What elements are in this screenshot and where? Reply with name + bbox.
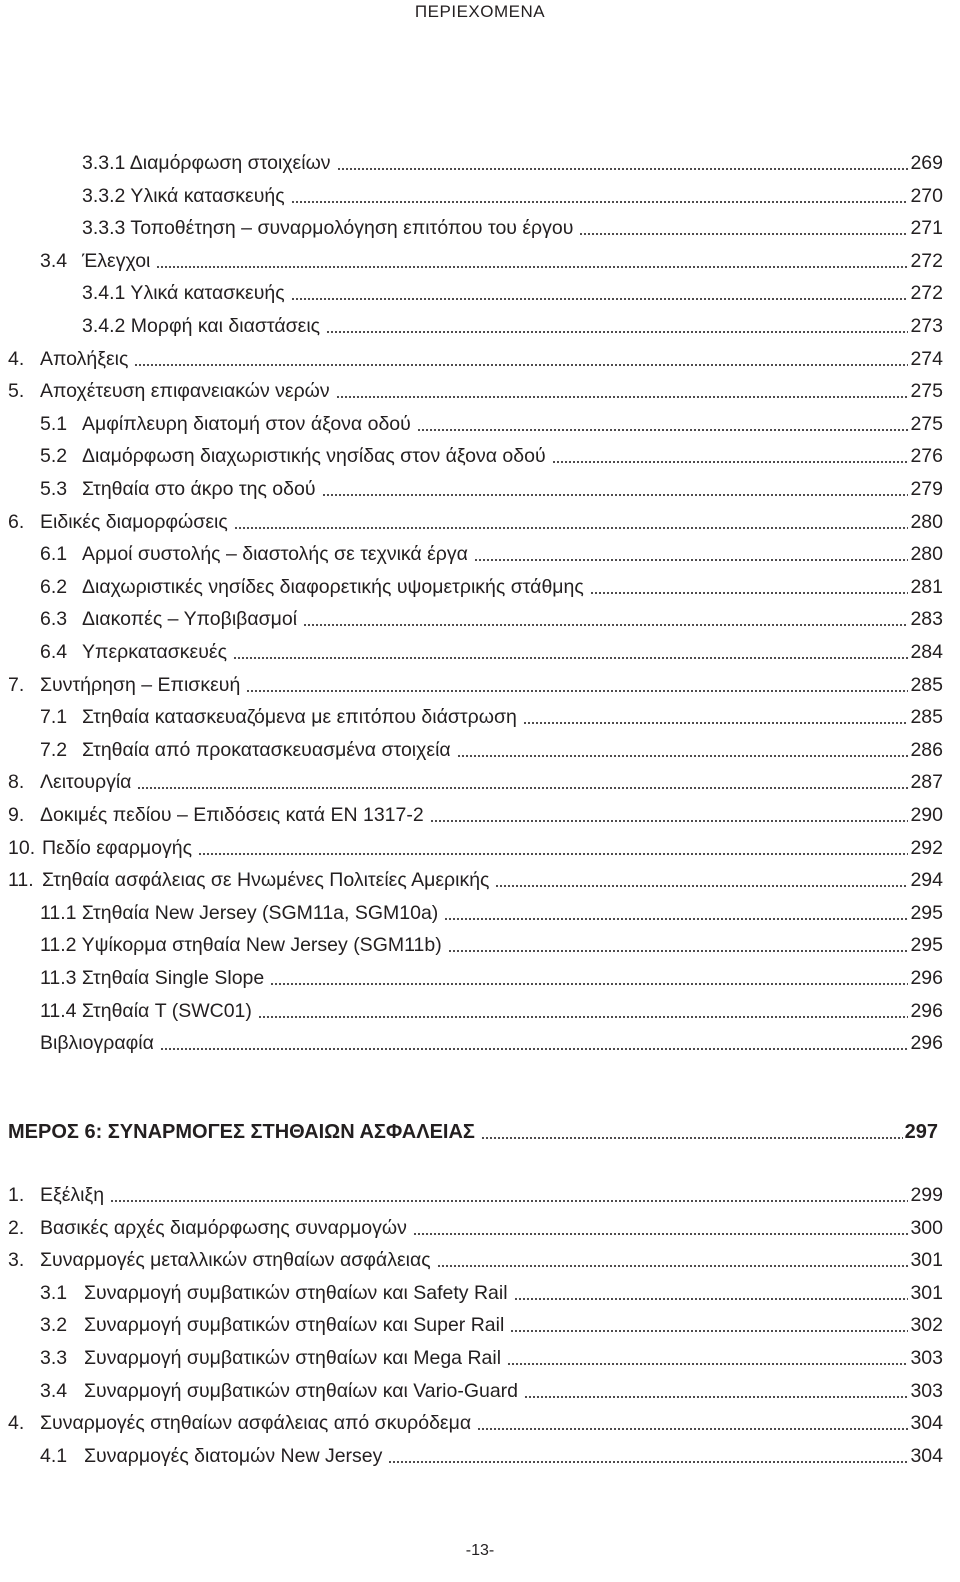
toc-entry-title: 11.4 Στηθαία T (SWC01) (40, 999, 252, 1022)
dot-leader (430, 820, 909, 822)
toc-entry[interactable] (40, 964, 943, 992)
toc-entry-number: 5.2 (40, 445, 68, 468)
toc-entry-number: 6.3 (40, 608, 68, 631)
toc-entry-page: 275 (910, 412, 943, 435)
toc-entry-title: Υπερκατασκευές (82, 641, 227, 663)
dot-leader (523, 722, 909, 724)
dot-leader (388, 1461, 908, 1463)
toc-entry[interactable] (40, 410, 943, 438)
dot-leader (326, 331, 908, 333)
dot-leader (474, 559, 909, 561)
toc-entry-title: 11.2 Υψίκορμα στηθαία New Jersey (SGM11b) (40, 934, 442, 957)
toc-entry-title: Αμφίπλευρη διατομή στον άξονα οδού (82, 412, 411, 435)
dot-leader (514, 1298, 909, 1300)
toc-entry[interactable] (8, 1181, 943, 1209)
toc-entry-page: 276 (910, 445, 943, 468)
toc-entry-page: 272 (910, 282, 943, 305)
dot-leader (477, 1428, 908, 1430)
toc-entry[interactable] (8, 508, 943, 536)
toc-entry-page: 269 (910, 152, 943, 174)
toc-entry-title: Διακοπές – Υποβιβασμοί (82, 608, 298, 631)
toc-entry[interactable] (40, 1442, 943, 1470)
page-header: ΠΕΡΙΕΧΟΜΕΝΑ (414, 2, 546, 21)
toc-entry-title: Αρμοί συστολής – διαστολής σε τεχνικά έργα (82, 543, 468, 566)
toc-entry-page: 271 (910, 217, 943, 240)
dot-leader (507, 1363, 908, 1365)
toc-entry-title: 11.3 Στηθαία Single Slope (40, 967, 265, 989)
toc-entry-page: 281 (910, 575, 943, 598)
toc-entry-title: Συναρμογή συμβατικών στηθαίων και Safety Rail (84, 1281, 508, 1304)
toc-entry[interactable] (8, 345, 943, 373)
toc-entry-number: 3.2 (40, 1314, 68, 1337)
toc-entry-page: 304 (910, 1412, 943, 1435)
toc-entry-page: 280 (910, 510, 943, 533)
toc-entry-number: 1. (8, 1184, 25, 1206)
toc-entry-title: 3.3.2 Υλικά κατασκευής (82, 184, 285, 207)
toc-entry[interactable] (40, 997, 943, 1025)
toc-entry[interactable] (40, 442, 943, 470)
toc-entry[interactable] (40, 540, 943, 568)
dot-leader (258, 1016, 909, 1018)
toc-entry[interactable] (82, 182, 943, 210)
toc-entry[interactable] (40, 1311, 943, 1339)
toc-entry-page: 292 (910, 836, 943, 859)
toc-entry-title: Ειδικές διαμορφώσεις (40, 510, 228, 533)
toc-entry-page: 295 (910, 901, 943, 924)
toc-entry-number: 10. (8, 836, 36, 859)
dot-leader (322, 494, 909, 496)
toc-entry[interactable] (82, 214, 943, 242)
toc-entry[interactable] (8, 866, 943, 894)
dot-leader (417, 429, 909, 431)
toc-entry[interactable] (8, 1246, 943, 1274)
toc-entry-title: Βασικές αρχές διαμόρφωσης συναρμογών (40, 1216, 407, 1239)
toc-entry-title: 11.1 Στηθαία New Jersey (SGM11a, SGM10a) (40, 901, 439, 924)
toc-entry-page: 303 (910, 1379, 943, 1402)
toc-entry-title: Έλεγχοι (82, 249, 151, 272)
toc-entry-page: 296 (910, 1032, 943, 1055)
toc-entry-number: 4. (8, 347, 25, 370)
toc-entry-number: 3.1 (40, 1281, 68, 1304)
toc-entry-page: 296 (910, 999, 943, 1022)
toc-entry-title: Εξέλιξη (40, 1184, 105, 1206)
toc-entry[interactable] (40, 475, 943, 503)
dot-leader (481, 1137, 903, 1139)
toc-entry[interactable] (40, 736, 943, 764)
part-heading[interactable] (8, 1118, 938, 1146)
toc-entry-title: Στηθαία ασφάλειας σε Ηνωμένες Πολιτείες Αμερικής (42, 869, 490, 892)
toc-entry-page: 304 (910, 1444, 943, 1467)
toc-entry-title: Συναρμογές διατομών New Jersey (84, 1444, 383, 1467)
toc-entry[interactable] (40, 931, 943, 959)
toc-entry-page: 286 (910, 738, 943, 761)
toc-entry-title: Συναρμογές μεταλλικών στηθαίων ασφάλειας (40, 1249, 431, 1272)
dot-leader (246, 690, 908, 692)
toc-entry-title: 3.4.1 Υλικά κατασκευής (82, 282, 285, 305)
toc-entry-title: Δοκιμές πεδίου – Επιδόσεις κατά ΕΝ 1317-2 (40, 804, 424, 826)
toc-entry-number: 4.1 (40, 1444, 68, 1467)
toc-entry[interactable] (8, 1214, 943, 1242)
toc-entry-number: 2. (8, 1216, 25, 1239)
dot-leader (413, 1233, 909, 1235)
toc-entry-page: 301 (910, 1281, 943, 1304)
dot-leader (233, 657, 908, 659)
toc-entry[interactable] (82, 149, 943, 177)
toc-entry-page: 287 (910, 771, 943, 794)
dot-leader (448, 950, 909, 952)
toc-entry-page: 285 (910, 706, 943, 729)
toc-entry-page: 295 (910, 934, 943, 957)
toc-entry[interactable] (40, 1029, 943, 1057)
dot-leader (495, 885, 908, 887)
toc-entry-title: Συναρμογές στηθαίων ασφάλειας από σκυρόδεμα (40, 1412, 472, 1435)
toc-entry-title: Πεδίο εφαρμογής (42, 836, 193, 859)
toc-entry-page: 270 (910, 184, 943, 207)
toc-entry-title: 3.3.1 Διαμόρφωση στοιχείων (82, 152, 331, 174)
toc-entry[interactable] (40, 1279, 943, 1307)
toc-entry-page: 296 (910, 967, 943, 989)
part-heading-page: 297 (904, 1121, 938, 1143)
toc-entry-number: 5. (8, 380, 25, 403)
dot-leader (291, 298, 909, 300)
dot-leader (579, 233, 908, 235)
toc-entry-title: Συντήρηση – Επισκευή (40, 673, 241, 696)
page-number: -13- (465, 1542, 495, 1559)
toc-entry-number: 3.4 (40, 1379, 68, 1402)
part-heading-title: ΜΕΡΟΣ 6: ΣΥΝΑΡΜΟΓΕΣ ΣΤΗΘΑΙΩΝ ΑΣΦΑΛΕΙΑΣ (8, 1121, 475, 1143)
toc-entry-page: 275 (910, 380, 943, 403)
toc-entry-page: 303 (910, 1347, 943, 1369)
toc-entry-number: 6.1 (40, 543, 68, 566)
toc-entry[interactable] (40, 638, 943, 666)
toc-entry[interactable] (40, 1377, 943, 1405)
dot-leader (437, 1265, 909, 1267)
dot-leader (134, 364, 908, 366)
toc-entry-number: 3.4 (40, 249, 68, 272)
dot-leader (444, 918, 908, 920)
toc-entry-page: 290 (910, 804, 943, 826)
toc-entry-title: Αποχέτευση επιφανειακών νερών (40, 380, 330, 403)
toc-entry-number: 7.1 (40, 706, 68, 729)
dot-leader (337, 168, 909, 170)
toc-entry-title: Στηθαία από προκατασκευασμένα στοιχεία (82, 738, 451, 761)
dot-leader (457, 755, 909, 757)
dot-leader (110, 1200, 908, 1202)
toc-entry-title: Συναρμογή συμβατικών στηθαίων και Mega Rail (84, 1347, 502, 1369)
toc-entry[interactable] (8, 801, 943, 829)
toc-entry-title: 3.3.3 Τοποθέτηση – συναρμολόγηση επιτόπου του έργου (82, 217, 574, 240)
dot-leader (291, 201, 909, 203)
dot-leader (524, 1396, 908, 1398)
dot-leader (552, 461, 909, 463)
toc-entry[interactable] (8, 671, 943, 699)
toc-entry-number: 3. (8, 1249, 25, 1272)
toc-entry-number: 9. (8, 804, 25, 826)
toc-entry-title: Βιβλιογραφία (40, 1032, 154, 1055)
toc-entry-title: Διαχωριστικές νησίδες διαφορετικής υψομετρικής στάθμης (82, 575, 584, 598)
toc-entry-number: 6.4 (40, 641, 68, 663)
toc-entry[interactable] (82, 279, 943, 307)
toc-entry[interactable] (40, 573, 943, 601)
dot-leader (336, 396, 909, 398)
toc-entry-number: 5.3 (40, 478, 68, 500)
dot-leader (137, 787, 908, 789)
dot-leader (270, 983, 908, 985)
toc-entry-title: Λειτουργία (40, 771, 132, 794)
dot-leader (160, 1048, 909, 1050)
toc-entry-title: Συναρμογή συμβατικών στηθαίων και Vario-Guard (84, 1379, 519, 1402)
dot-leader (156, 266, 908, 268)
toc-entry-page: 274 (910, 347, 943, 370)
toc-entry-page: 301 (910, 1249, 943, 1272)
toc-entry-page: 300 (910, 1216, 943, 1239)
toc-entry[interactable] (40, 605, 943, 633)
toc-entry[interactable] (8, 768, 943, 796)
toc-entry-number: 3.3 (40, 1347, 68, 1369)
toc-entry-title: Στηθαία κατασκευαζόμενα με επιτόπου διάστρωση (82, 706, 517, 729)
toc-entry-number: 6. (8, 510, 25, 533)
toc-entry-page: 272 (910, 249, 943, 272)
dot-leader (510, 1330, 908, 1332)
toc-entry[interactable] (8, 1409, 943, 1437)
toc-entry-title: Διαμόρφωση διαχωριστικής νησίδας στον άξονα οδού (82, 445, 546, 468)
toc-entry-page: 279 (910, 478, 943, 500)
toc-entry-number: 4. (8, 1412, 25, 1435)
toc-entry-page: 283 (910, 608, 943, 631)
toc-entry-title: Απολήξεις (40, 347, 129, 370)
toc-entry[interactable] (40, 247, 943, 275)
toc-entry[interactable] (8, 834, 943, 862)
dot-leader (198, 853, 908, 855)
toc-entry[interactable] (40, 703, 943, 731)
toc-entry-number: 5.1 (40, 412, 68, 435)
toc-entry-title: Στηθαία στο άκρο της οδού (82, 478, 316, 500)
toc-entry-page: 280 (910, 543, 943, 566)
toc-entry-number: 7. (8, 673, 25, 696)
toc-entry-number: 7.2 (40, 738, 68, 761)
toc-entry-number: 6.2 (40, 575, 68, 598)
toc-entry-number: 11. (8, 869, 34, 892)
toc-entry-title: Συναρμογή συμβατικών στηθαίων και Super Rail (84, 1314, 505, 1337)
toc-entry-page: 294 (910, 869, 943, 892)
toc-entry[interactable] (82, 312, 943, 340)
toc-entry-page: 302 (910, 1314, 943, 1337)
toc-entry-number: 8. (8, 771, 25, 794)
dot-leader (590, 592, 909, 594)
toc-entry-page: 273 (910, 315, 943, 337)
toc-entry-page: 284 (910, 641, 943, 663)
toc-entry-page: 285 (910, 673, 943, 696)
toc-entry[interactable] (40, 1344, 943, 1372)
dot-leader (234, 527, 909, 529)
toc-entry-title: 3.4.2 Μορφή και διαστάσεις (82, 315, 321, 337)
toc-entry-page: 299 (910, 1184, 943, 1206)
dot-leader (303, 624, 908, 626)
toc-entry[interactable] (8, 377, 943, 405)
toc-entry[interactable] (40, 899, 943, 927)
